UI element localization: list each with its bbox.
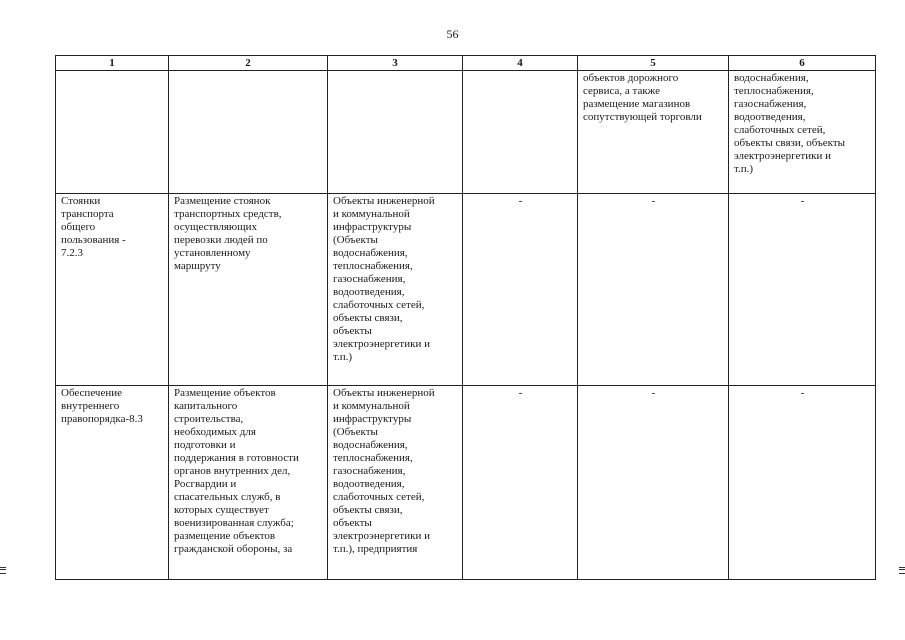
table-cell <box>328 194 463 386</box>
cell-text: объектов дорожного сервиса, а также размещение магазинов сопутствующей торговли <box>583 72 702 123</box>
page-number: 56 <box>446 27 459 41</box>
table-header-row <box>56 56 876 71</box>
table-cell <box>463 386 578 580</box>
column-header-3: 3 <box>328 56 463 71</box>
cell-text: - <box>518 387 523 399</box>
table-cell <box>578 386 729 580</box>
table-cell <box>729 386 876 580</box>
column-header-5: 5 <box>578 56 729 71</box>
table-cell <box>56 386 169 580</box>
cell-text: Объекты инженерной и коммунальной инфраструктуры (Объекты водоснабжения, теплоснабжения, газоснабжения, водоотведения, слаботочных сетей, объекты связи, объекты электроэнергетики и т.п.) <box>333 195 435 363</box>
table-cell <box>463 71 578 194</box>
table-row <box>56 386 876 580</box>
cell-text: - <box>651 387 656 399</box>
column-header-2: 2 <box>169 56 328 71</box>
cell-text: водоснабжения, теплоснабжения, газоснабжения, водоотведения, слаботочных сетей, объекты связи, объекты электроэнергетики и т.п.) <box>734 72 846 175</box>
cell-text: - <box>800 195 805 207</box>
table-cell <box>328 71 463 194</box>
table-row <box>56 71 876 194</box>
table-cell <box>169 386 328 580</box>
table-cell <box>169 71 328 194</box>
cell-text: Объекты инженерной и коммунальной инфраструктуры (Объекты водоснабжения, теплоснабжения, газоснабжения, водоотведения, слаботочных сетей, объекты связи, объекты электроэнергетики и т.п.), предприятия <box>333 387 435 555</box>
regulations-table <box>55 55 876 580</box>
table-cell <box>56 194 169 386</box>
cell-text: Размещение объектов капитального строительства, необходимых для подготовки и поддержания в готовности органов внутренних дел, Росгвардии и спасательных служб, в которых существует военизированная служба; размещение объектов гражданской обороны, за <box>174 387 299 555</box>
table-cell <box>729 71 876 194</box>
table-cell <box>729 194 876 386</box>
cell-text: Обеспечение внутреннего правопорядка-8.3 <box>61 387 143 425</box>
table-cell <box>169 194 328 386</box>
table-row <box>56 194 876 386</box>
margin-mark-right <box>899 567 905 574</box>
column-header-4: 4 <box>463 56 578 71</box>
table-cell <box>463 194 578 386</box>
cell-text: - <box>518 195 523 207</box>
table-cell <box>578 194 729 386</box>
cell-text: - <box>651 195 656 207</box>
column-header-6: 6 <box>729 56 876 71</box>
cell-text: - <box>800 387 805 399</box>
margin-mark-left <box>0 567 6 574</box>
cell-text: Стоянки транспорта общего пользования - 7.2.3 <box>61 195 126 259</box>
column-header-1: 1 <box>56 56 169 71</box>
table-cell <box>328 386 463 580</box>
cell-text: Размещение стоянок транспортных средств, осуществляющих перевозки людей по установленному маршруту <box>174 195 282 272</box>
table-cell <box>56 71 169 194</box>
table-cell <box>578 71 729 194</box>
